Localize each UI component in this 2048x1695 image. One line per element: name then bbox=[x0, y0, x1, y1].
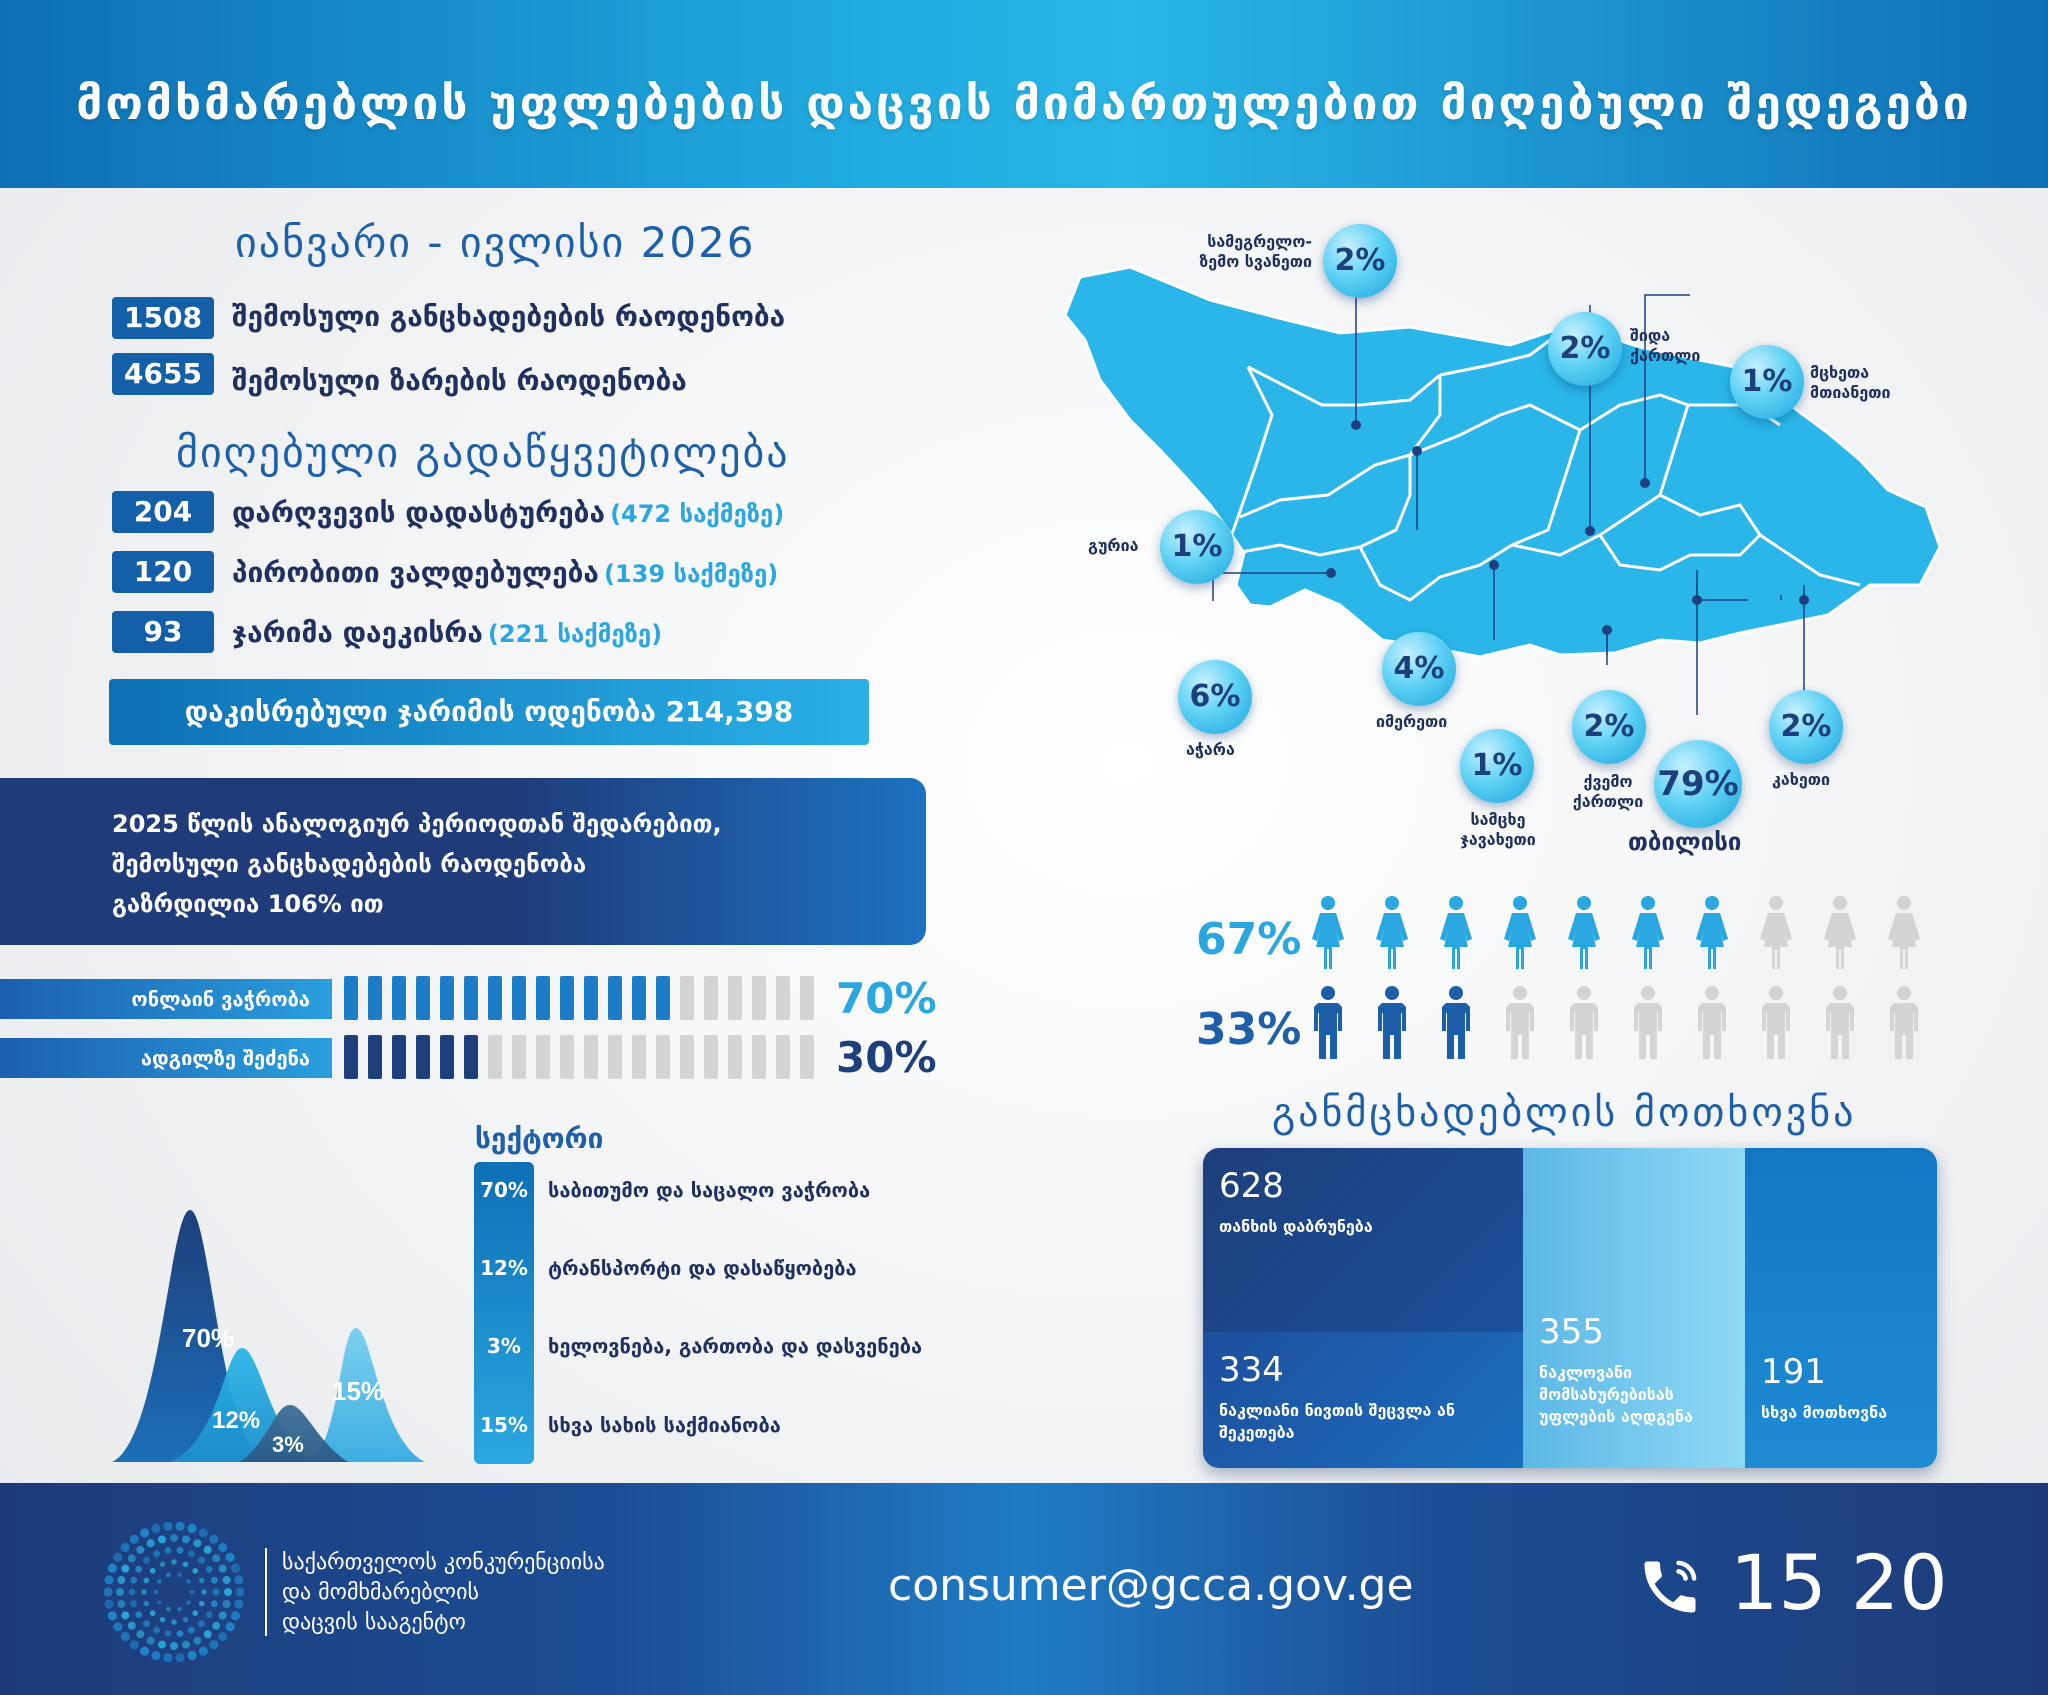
region-label-shida-kartli bbox=[1630, 326, 1700, 366]
demands-title: განმცხადებლის მოთხოვნა bbox=[1272, 1090, 1857, 1136]
online-trade-tick bbox=[368, 976, 382, 1020]
org-name bbox=[282, 1548, 605, 1638]
region-bubble-samtskhe: 1% bbox=[1460, 729, 1534, 803]
onsite-purchase-tick bbox=[392, 1035, 406, 1079]
online-trade-tick bbox=[416, 976, 430, 1020]
sector-2-pct: 12% bbox=[480, 1256, 528, 1280]
man-icon bbox=[1822, 985, 1858, 1065]
decision-fine-label: ჯარიმა დაეკისრა bbox=[232, 616, 483, 649]
onsite-purchase-tick bbox=[728, 1035, 742, 1079]
onsite-purchase-label: ადგილზე შეძენა bbox=[0, 1038, 332, 1078]
onsite-purchase-tick bbox=[440, 1035, 454, 1079]
region-label-samtskhe bbox=[1448, 810, 1548, 850]
region-label-tbilisi: თბილისი bbox=[1628, 828, 1742, 856]
online-trade-tick bbox=[608, 976, 622, 1020]
woman-icon bbox=[1438, 895, 1474, 975]
men-icon-row bbox=[1310, 985, 1950, 1065]
man-icon bbox=[1694, 985, 1730, 1065]
region-label-samegrelo-2: ზემო სვანეთი bbox=[1199, 252, 1312, 271]
decision-violation-cases: (472 საქმეზე) bbox=[610, 500, 785, 528]
online-trade-tick bbox=[752, 976, 766, 1020]
demand-repair-tile bbox=[1203, 1332, 1523, 1468]
onsite-purchase-tick bbox=[488, 1035, 502, 1079]
region-bubble-adjara: 6% bbox=[1178, 660, 1252, 734]
online-trade-label: ონლაინ ვაჭრობა bbox=[0, 979, 332, 1019]
region-label-mtskheta-1: მცხეთა bbox=[1810, 363, 1870, 382]
decision-fine bbox=[232, 616, 662, 649]
org-divider bbox=[265, 1548, 267, 1636]
online-trade-tick bbox=[776, 976, 790, 1020]
demand-repair-label: ნაკლიანი ნივთის შეცვლა ან შეკეთება bbox=[1219, 1401, 1455, 1442]
online-trade-tick bbox=[728, 976, 742, 1020]
decision-violation bbox=[232, 496, 784, 529]
onsite-purchase-tick bbox=[632, 1035, 646, 1079]
onsite-purchase-tick bbox=[584, 1035, 598, 1079]
woman-icon bbox=[1694, 895, 1730, 975]
online-trade-tick bbox=[584, 976, 598, 1020]
region-bubble-imereti: 4% bbox=[1382, 632, 1456, 706]
sector-4-label: სხვა სახის საქმიანობა bbox=[548, 1413, 781, 1437]
demand-service-tile bbox=[1523, 1148, 1745, 1468]
decision-conditional-count: 120 bbox=[112, 551, 214, 593]
man-icon bbox=[1566, 985, 1602, 1065]
onsite-purchase-tick bbox=[608, 1035, 622, 1079]
men-pct: 33% bbox=[1196, 1004, 1302, 1055]
region-bubble-shida-kartli: 2% bbox=[1548, 312, 1622, 386]
onsite-purchase-tick bbox=[560, 1035, 574, 1079]
decision-violation-label: დარღვევის დადასტურება bbox=[232, 496, 605, 529]
online-trade-tick bbox=[344, 976, 358, 1020]
region-label-guria: გურია bbox=[1088, 536, 1139, 555]
incoming-calls-count: 4655 bbox=[112, 353, 214, 395]
onsite-purchase-tick bbox=[512, 1035, 526, 1079]
sector-1-label: საბითუმო და საცალო ვაჭრობა bbox=[548, 1178, 871, 1202]
decisions-title: მიღებული გადაწყვეტილება bbox=[176, 428, 790, 477]
region-bubble-tbilisi: 79% bbox=[1654, 740, 1742, 828]
contact-email[interactable]: consumer@gcca.gov.ge bbox=[888, 1560, 1414, 1611]
region-bubble-kvemo-kartli: 2% bbox=[1572, 690, 1646, 764]
demand-refund-label: თანხის დაბრუნება bbox=[1219, 1217, 1373, 1236]
region-label-adjara: აჭარა bbox=[1186, 740, 1235, 759]
online-trade-tick bbox=[560, 976, 574, 1020]
online-trade-tick bbox=[512, 976, 526, 1020]
onsite-purchase-tick bbox=[344, 1035, 358, 1079]
region-bubble-samegrelo: 2% bbox=[1323, 224, 1397, 298]
onsite-purchase-tick bbox=[368, 1035, 382, 1079]
period-title: იანვარი - ივლისი 2026 bbox=[235, 218, 756, 267]
region-label-kvemo-kartli-2: ქართლი bbox=[1572, 792, 1644, 811]
demand-service-label: ნაკლოვანი მომსახურებისას უფლების აღდგენა bbox=[1539, 1363, 1693, 1426]
sector-2-label: ტრანსპორტი და დასაწყობება bbox=[548, 1256, 857, 1280]
woman-icon bbox=[1374, 895, 1410, 975]
comparison-line-3: გაზრდილია 106% ით bbox=[112, 890, 384, 918]
online-trade-tick bbox=[488, 976, 502, 1020]
peak-label-4: 15% bbox=[332, 1376, 385, 1406]
map-extra-leaders bbox=[1060, 255, 1940, 715]
online-trade-pct: 70% bbox=[836, 974, 937, 1023]
online-trade-tick bbox=[704, 976, 718, 1020]
onsite-purchase-tick bbox=[752, 1035, 766, 1079]
region-bubble-guria: 1% bbox=[1160, 510, 1234, 584]
peak-label-1: 70% bbox=[182, 1323, 235, 1353]
women-icon-row bbox=[1310, 895, 1950, 975]
onsite-purchase-tick bbox=[416, 1035, 430, 1079]
region-label-mtskheta-2: მთიანეთი bbox=[1810, 383, 1891, 402]
man-icon bbox=[1438, 985, 1474, 1065]
online-trade-tick bbox=[392, 976, 406, 1020]
onsite-purchase-tick bbox=[464, 1035, 478, 1079]
incoming-calls-label: შემოსული ზარების რაოდენობა bbox=[232, 364, 687, 397]
online-trade-tick bbox=[632, 976, 646, 1020]
woman-icon bbox=[1502, 895, 1538, 975]
incoming-applications-label: შემოსული განცხადებების რაოდენობა bbox=[232, 300, 786, 333]
org-name-line-2: და მომხმარებლის bbox=[282, 1580, 479, 1605]
demand-other-tile bbox=[1745, 1148, 1937, 1468]
region-label-samtskhe-1: სამცხე bbox=[1470, 810, 1526, 829]
onsite-purchase-tick bbox=[800, 1035, 814, 1079]
region-label-samtskhe-2: ჯავახეთი bbox=[1460, 830, 1536, 849]
online-trade-tick bbox=[440, 976, 454, 1020]
fine-total-box: დაკისრებული ჯარიმის ოდენობა 214,398 bbox=[109, 679, 869, 745]
woman-icon bbox=[1886, 895, 1922, 975]
region-label-samegrelo bbox=[1192, 232, 1312, 272]
org-name-line-3: დაცვის სააგენტო bbox=[282, 1610, 466, 1635]
onsite-purchase-pct: 30% bbox=[836, 1033, 937, 1082]
onsite-purchase-tick bbox=[536, 1035, 550, 1079]
demand-other-label: სხვა მოთხოვნა bbox=[1761, 1403, 1888, 1422]
comparison-box bbox=[0, 778, 926, 945]
demand-other-value: 191 bbox=[1761, 1352, 1826, 1392]
decision-conditional-label: პირობითი ვალდებულება bbox=[232, 556, 599, 589]
online-trade-tick bbox=[800, 976, 814, 1020]
region-label-kvemo-kartli bbox=[1560, 772, 1656, 812]
agency-logo-icon bbox=[104, 1522, 244, 1662]
region-label-samegrelo-1: სამეგრელო- bbox=[1207, 232, 1312, 251]
comparison-line-2: შემოსული განცხადებების რაოდენობა bbox=[112, 850, 587, 878]
woman-icon bbox=[1822, 895, 1858, 975]
peak-label-2: 12% bbox=[212, 1407, 261, 1434]
online-trade-tick bbox=[536, 976, 550, 1020]
woman-icon bbox=[1310, 895, 1346, 975]
demand-refund-value: 628 bbox=[1219, 1166, 1284, 1206]
region-label-kakheti: კახეთი bbox=[1772, 770, 1830, 789]
woman-icon bbox=[1566, 895, 1602, 975]
region-label-shida-kartli-2: ქართლი bbox=[1630, 346, 1701, 365]
sector-1-pct: 70% bbox=[480, 1178, 528, 1202]
decision-violation-count: 204 bbox=[112, 491, 214, 533]
demand-service-value: 355 bbox=[1539, 1312, 1604, 1352]
onsite-purchase-tick bbox=[656, 1035, 670, 1079]
onsite-purchase-tick bbox=[776, 1035, 790, 1079]
women-pct: 67% bbox=[1196, 914, 1302, 965]
region-label-imereti: იმერეთი bbox=[1376, 712, 1448, 731]
sector-peaks-chart bbox=[100, 1200, 440, 1470]
org-name-line-1: საქართველოს კონკურენციისა bbox=[282, 1550, 605, 1575]
demands-panel bbox=[1203, 1148, 1937, 1468]
decision-conditional bbox=[232, 556, 778, 589]
phone-icon bbox=[1636, 1553, 1704, 1621]
man-icon bbox=[1374, 985, 1410, 1065]
man-icon bbox=[1502, 985, 1538, 1065]
man-icon bbox=[1310, 985, 1346, 1065]
region-label-shida-kartli-1: შიდა bbox=[1630, 326, 1671, 345]
demand-refund-tile bbox=[1203, 1148, 1523, 1332]
online-trade-tick bbox=[656, 976, 670, 1020]
region-bubble-kakheti: 2% bbox=[1769, 690, 1843, 764]
decision-fine-count: 93 bbox=[112, 611, 214, 653]
demand-repair-value: 334 bbox=[1219, 1350, 1284, 1390]
sector-3-label: ხელოვნება, გართობა და დასვენება bbox=[548, 1334, 923, 1358]
onsite-purchase-tick bbox=[680, 1035, 694, 1079]
sector-3-pct: 3% bbox=[487, 1334, 521, 1358]
woman-icon bbox=[1630, 895, 1666, 975]
online-trade-tick bbox=[464, 976, 478, 1020]
online-trade-tick bbox=[680, 976, 694, 1020]
incoming-applications-count: 1508 bbox=[112, 297, 214, 339]
region-label-mtskheta bbox=[1810, 363, 1890, 403]
man-icon bbox=[1758, 985, 1794, 1065]
man-icon bbox=[1630, 985, 1666, 1065]
decision-fine-cases: (221 საქმეზე) bbox=[487, 620, 663, 648]
man-icon bbox=[1886, 985, 1922, 1065]
region-bubble-mtskheta: 1% bbox=[1730, 345, 1804, 419]
hotline-number[interactable]: 15 20 bbox=[1730, 1538, 1948, 1627]
sector-4-pct: 15% bbox=[480, 1413, 528, 1437]
region-label-kvemo-kartli-1: ქვემო bbox=[1583, 772, 1633, 791]
woman-icon bbox=[1758, 895, 1794, 975]
comparison-line-1: 2025 წლის ანალოგიურ პერიოდთან შედარებით, bbox=[112, 810, 722, 838]
onsite-purchase-tick bbox=[704, 1035, 718, 1079]
peak-label-3: 3% bbox=[272, 1432, 304, 1457]
decision-conditional-cases: (139 საქმეზე) bbox=[604, 560, 779, 588]
sector-title: სექტორი bbox=[475, 1122, 604, 1155]
page-title: მომხმარებლის უფლებების დაცვის მიმართულებით მიღებული შედეგები bbox=[76, 76, 1972, 130]
